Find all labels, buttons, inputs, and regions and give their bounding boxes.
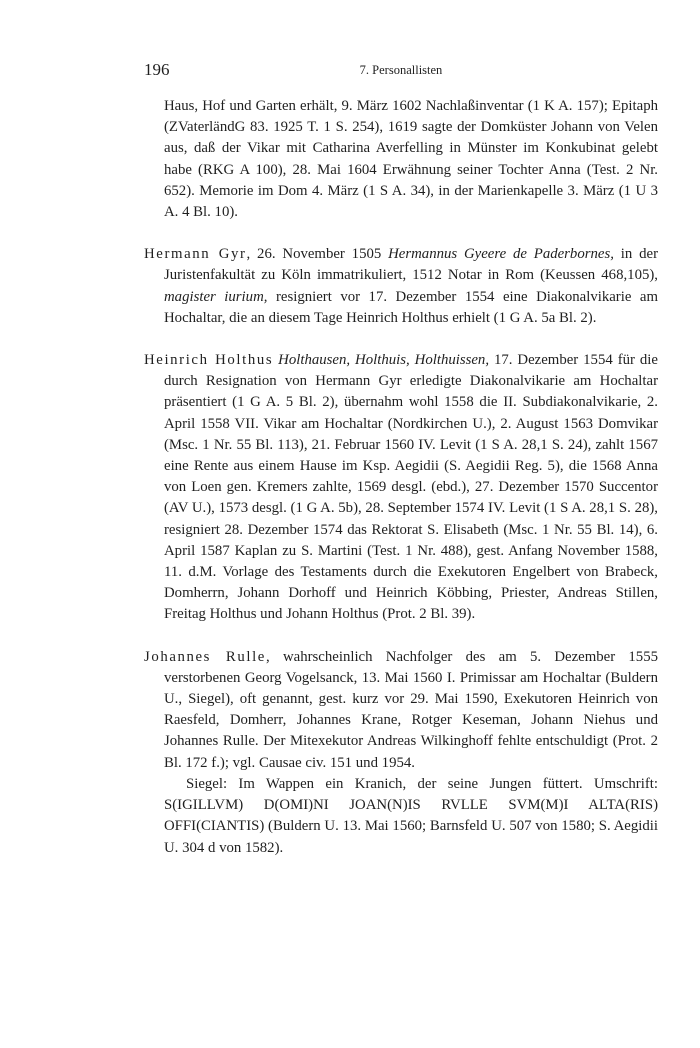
entry-italic-text: Hermannus Gyeere de Paderbornes, bbox=[388, 246, 614, 263]
entry-name: Johannes Rulle bbox=[144, 648, 266, 665]
entry-continuation: Haus, Hof und Garten erhält, 9. März 1602 Nachlaßinventar (1 K A. 157); Epitaph (ZVaterländG 83. 1925 T. 1 S. 254), 1619 sagte der Domküster Johann von Velen aus, daß der Vikar mit Catharina Averfelling in Münster im Konkubinat gelebt habe (RKG A 100), 28. Mai 1604 Erwähnung seiner Tochter Anna (Test. 2 Nr. 652). Memorie im Dom 4. März (1 S A. 34), in der Marienkapelle 3. März (1 U 3 A. 4 Bl. 10). bbox=[164, 98, 658, 221]
page-body bbox=[144, 96, 658, 859]
entry-name: Hermann Gyr bbox=[144, 246, 247, 263]
entry-johannes-rulle bbox=[144, 647, 658, 859]
page-header bbox=[144, 60, 658, 82]
entry-name: Heinrich Holthus bbox=[144, 352, 274, 369]
entry-text: , 26. November 1505 bbox=[246, 246, 389, 263]
entry-italic-text: Holthausen, Holthuis, Holthuissen, bbox=[278, 352, 490, 369]
entry-italic-text: magister iurium, bbox=[164, 288, 268, 305]
entry-text: resigniert vor 17. Dezember 1554 eine Diakonalvikarie am Hochaltar, die an diesem Tage Heinrich Holthus erhielt (1 G A. 5a Bl. 2). bbox=[164, 288, 658, 326]
entry-text: in der Juristenfakultät zu Köln immatrikuliert, 1512 Notar in Rom (Keussen 468,105), bbox=[164, 246, 658, 284]
running-head: 7. Personallisten bbox=[359, 63, 443, 77]
page-number: 196 bbox=[144, 60, 170, 79]
entry-hermann-gyr bbox=[144, 244, 658, 329]
entry-text: , wahrscheinlich Nachfolger des am 5. Dezember 1555 verstorbenen Georg Vogelsanck, 13. Mai 1560 I. Primissar am Hochaltar (Buldern U., Siegel), oft genannt, gest. kurz vor 29. Mai 1590, Exekutoren Heinrich von Raesfeld, Domherr, Johannes Krane, Rotger Keseman, Johann Niehus und Johannes Rulle. Der Mitexekutor Andreas Wilkinghoff fehlte entschuldigt (Prot. 2 Bl. 172 f.); vgl. Causae civ. 151 und 1954. bbox=[164, 648, 659, 771]
entry-heinrich-holthus bbox=[144, 350, 658, 626]
entry-paragraph bbox=[144, 647, 659, 774]
entry-text: 17. Dezember 1554 für die durch Resignation von Hermann Gyr erledigte Diakonalvikarie am Hochaltar präsentiert (1 G A. 5 Bl. 2), übernahm wohl 1558 die II. Subdiakonalvikarie, 2. April 1558 VII. Vikar am Hochaltar (Nordkirchen U.), 2. August 1563 Domvikar (Msc. 1 Nr. 55 Bl. 113), 21. Februar 1560 IV. Levit (1 S A. 28,1 S. 24), zahlt 1567 eine Rente aus einem Hause im Ksp. Aegidii (S. Aegidii Reg. 5), die 1568 Anna von Loen gen. Kremers zahlte, 1569 desgl. (ebd.), 27. Dezember 1570 Succentor (AV U.), 1573 desgl. (1 G A. 5b), 28. September 1574 IV. Levit (1 S A. 28,1 S. 28), resigniert 28. Dezember 1574 das Rektorat S. Elisabeth (Msc. 1 Nr. 55 Bl. 14), 6. April 1587 Kaplan zu S. Martini (Test. 1 Nr. 488), gest. Anfang November 1588, 11. d.M. Vorlage des Testaments durch die Exekutoren Engelbert von Brabeck, Domherrn, Johann Dorhoff und Heinrich Köbbing, Priester, Andreas Stillen, Freitag Holthus und Johann Holthus (Prot. 2 Bl. 39). bbox=[164, 352, 658, 623]
seal-description: Siegel: Im Wappen ein Kranich, der seine Jungen füttert. Umschrift: S(IGILLVM) D(OMI)NI JOAN(N)IS RVLLE SVM(M)I ALTA(RIS) OFFI(CIANTIS) (Buldern U. 13. Mai 1560; Barnsfeld U. 507 von 1580; S. Aegidii U. 304 d von 1582). bbox=[164, 775, 658, 856]
